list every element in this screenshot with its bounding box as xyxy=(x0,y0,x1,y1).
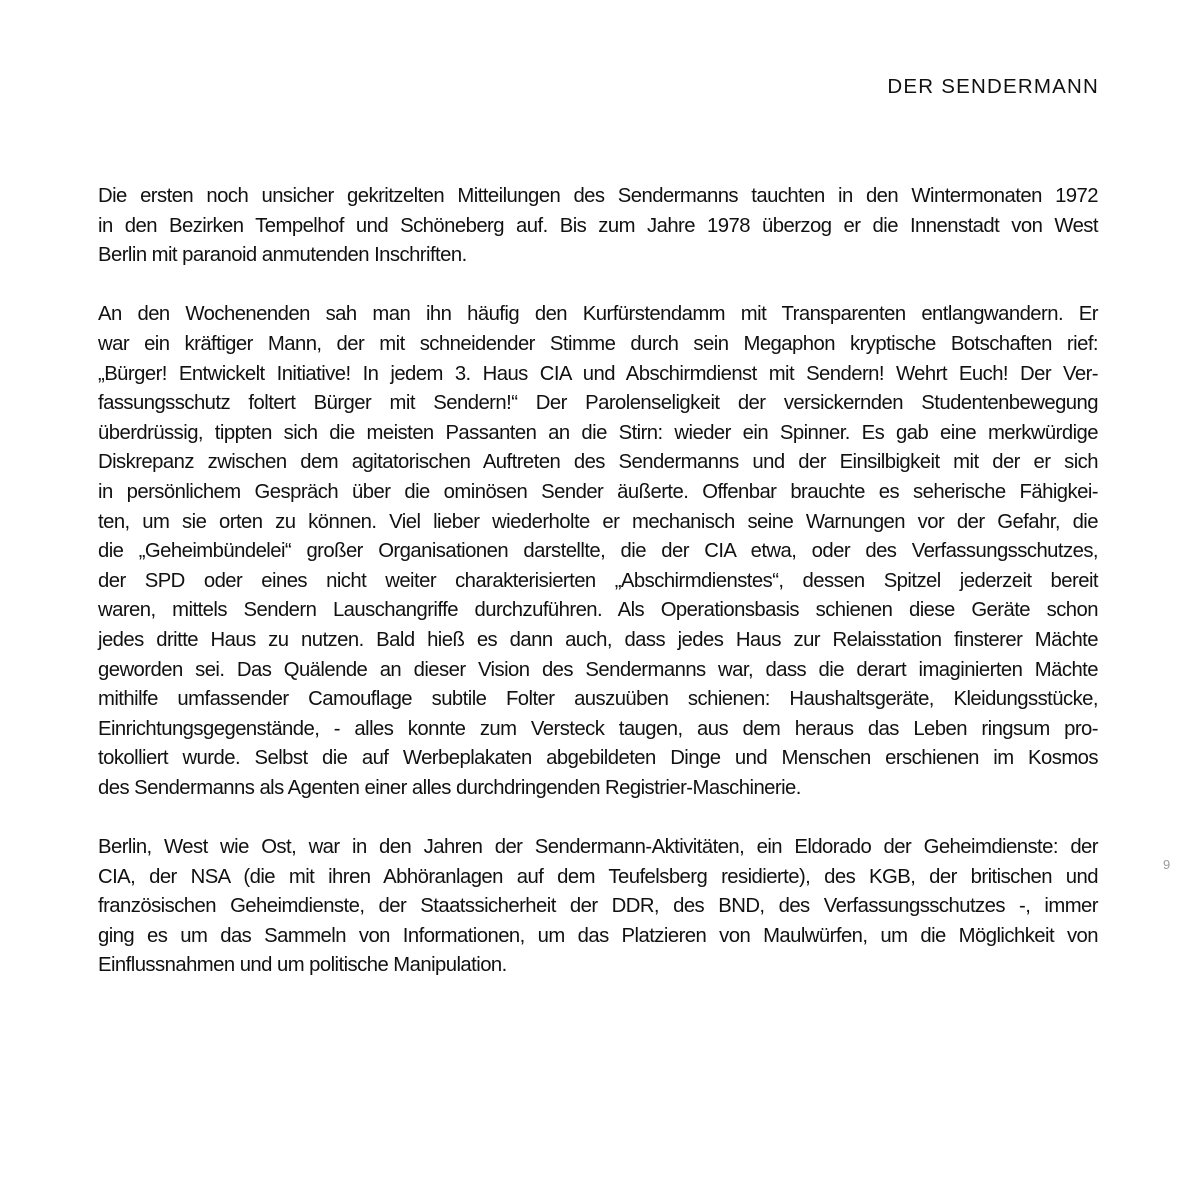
text-line: „Bürger! Entwickelt Initiative! In jedem 3. Haus CIA und Abschirmdienst mit Sendern! Wehrt Euch! Der Ver- xyxy=(98,362,1098,385)
text-line: Einrichtungsgegenstände, - alles konnte zum Versteck taugen, aus dem heraus das Leben ringsum pro- xyxy=(98,717,1098,740)
text-line: Berlin, West wie Ost, war in den Jahren der Sendermann-Aktivitäten, ein Eldorado der Geheimdienste: der xyxy=(98,836,1098,859)
text-line: ging es um das Sammeln von Informationen, um das Platzieren von Maulwürfen, um die Möglichkeit von xyxy=(98,924,1098,947)
text-line: war ein kräftiger Mann, der mit schneidender Stimme durch sein Megaphon kryptische Botschaften rief: xyxy=(98,332,1098,355)
text-line: fassungsschutz foltert Bürger mit Sendern!“ Der Parolenseligkeit der versickernden Studentenbewegung xyxy=(98,392,1098,415)
text-line: in den Bezirken Tempelhof und Schöneberg auf. Bis zum Jahre 1978 überzog er die Innenstadt von West xyxy=(98,214,1098,237)
text-line: An den Wochenenden sah man ihn häufig den Kurfürstendamm mit Transparenten entlangwandern. Er xyxy=(98,303,1098,326)
page-number: 9 xyxy=(1163,857,1171,872)
running-title: DER SENDERMANN xyxy=(887,75,1099,98)
body-text xyxy=(98,182,1098,1011)
text-line: CIA, der NSA (die mit ihren Abhöranlagen auf dem Teufelsberg residierte), des KGB, der britischen und xyxy=(98,865,1098,888)
text-line: mithilfe umfassender Camouflage subtile Folter auszuüben schienen: Haushaltsgeräte, Kleidungsstücke, xyxy=(98,688,1098,711)
text-line: Berlin mit paranoid anmutenden Inschriften. xyxy=(98,244,467,267)
text-line: waren, mittels Sendern Lauschangriffe durchzuführen. Als Operationsbasis schienen diese Geräte schon xyxy=(98,599,1098,622)
text-line: tokolliert wurde. Selbst die auf Werbeplakaten abgebildeten Dinge und Menschen erschienen im Kosmos xyxy=(98,747,1098,770)
paragraph-1 xyxy=(98,182,1098,271)
text-line: geworden sei. Das Quälende an dieser Vision des Sendermanns war, dass die derart imaginierten Mächte xyxy=(98,658,1098,681)
paragraph-2 xyxy=(98,300,1098,803)
text-line: französischen Geheimdienste, der Staatssicherheit der DDR, des BND, des Verfassungsschutzes -, immer xyxy=(98,895,1098,918)
paragraph-3 xyxy=(98,833,1098,981)
text-line: Die ersten noch unsicher gekritzelten Mitteilungen des Sendermanns tauchten in den Wintermonaten 1972 xyxy=(98,185,1098,207)
text-line: überdrüssig, tippten sich die meisten Passanten an die Stirn: wieder ein Spinner. Es gab eine merkwürdige xyxy=(98,421,1098,444)
text-line: in persönlichem Gespräch über die ominösen Sender äußerte. Offenbar brauchte es seherische Fähigkei- xyxy=(98,480,1098,503)
text-line: der SPD oder eines nicht weiter charakterisierten „Abschirmdienstes“, dessen Spitzel jederzeit bereit xyxy=(98,569,1098,592)
text-line: jedes dritte Haus zu nutzen. Bald hieß es dann auch, dass jedes Haus zur Relaisstation finsterer Mächte xyxy=(98,628,1098,651)
text-line: ten, um sie orten zu können. Viel lieber wiederholte er mechanisch seine Warnungen vor der Gefahr, die xyxy=(98,510,1098,533)
text-line: des Sendermanns als Agenten einer alles durchdringenden Registrier-Maschinerie. xyxy=(98,776,801,799)
text-line: die „Geheimbündelei“ großer Organisationen darstellte, die der CIA etwa, oder des Verfassungsschutzes, xyxy=(98,540,1098,563)
text-line: Einflussnahmen und um politische Manipulation. xyxy=(98,954,507,977)
text-line: Diskrepanz zwischen dem agitatorischen Auftreten des Sendermanns und der Einsilbigkeit mit der er sich xyxy=(98,451,1098,474)
